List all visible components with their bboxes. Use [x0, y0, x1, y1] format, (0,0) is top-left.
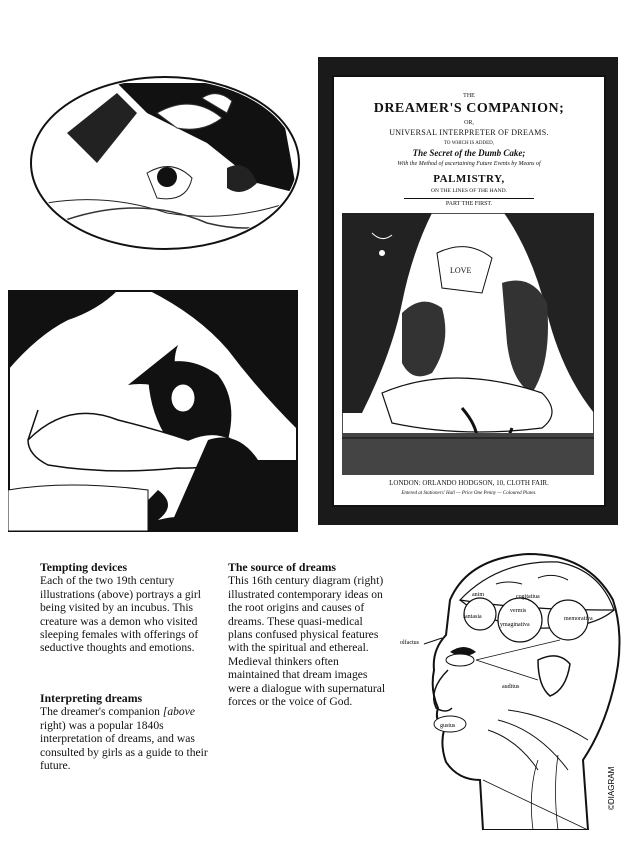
head-label-memorativa: memorativa: [564, 616, 593, 622]
caption-body: [40, 705, 210, 772]
caption-heading: The source of dreams: [228, 560, 337, 574]
caption-source-of-dreams: [228, 561, 388, 708]
head-label-vermis: vermis: [510, 608, 527, 614]
diagram-credit: ©DIAGRAM: [607, 766, 616, 810]
head-label-olfactus: olfactus: [400, 640, 419, 646]
head-label-fantasia: fantasia: [463, 614, 482, 620]
oval-incubus-illustration: [27, 73, 303, 253]
cover-secret: The Secret of the Dumb Cake;: [412, 148, 526, 158]
caption-body: This 16th century diagram (right) illustrated contemporary ideas on the root origins and causes of dreams. These quasi-medical plans confused physical features with the spiritual and ethereal. Medieval thinkers often maintained that dream images were a dialogue with supernatural forces or the voice of God.: [228, 574, 386, 709]
caption-tempting-devices: [40, 561, 210, 655]
head-label-ymaginativa: ymaginativa: [500, 622, 530, 628]
head-label-cogitatiua: cogitatiua: [516, 594, 540, 600]
caption-heading: Tempting devices: [40, 560, 128, 574]
caption-body-start: The dreamer's companion: [40, 705, 160, 719]
cover-publisher: LONDON: ORLANDO HODGSON, 10, CLOTH FAIR.: [389, 479, 549, 487]
cover-method: With the Method of ascertaining Future Events by Means of: [397, 161, 541, 167]
caption-interpreting-dreams: [40, 692, 210, 772]
cover-part: PART THE FIRST.: [445, 201, 493, 207]
cover-palmistry: PALMISTRY,: [433, 173, 505, 185]
cover-lines: ON THE LINES OF THE HAND.: [431, 188, 507, 194]
head-label-auditus: auditus: [502, 684, 520, 690]
head-label-gustus: gustus: [440, 723, 456, 729]
head-label-anim: anim: [472, 592, 484, 598]
cover-or: OR,: [464, 120, 474, 126]
cover-header-small: THE: [463, 93, 475, 99]
cover-love-label: LOVE: [450, 266, 472, 275]
caption-body-end: right) was a popular 1840s interpretation of dreams, and was consulted by girls as a guide to their future.: [40, 718, 208, 773]
caption-body: Each of the two 19th century illustrations (above) portrays a girl being visited by an incubus. This creature was a demon who visited sleeping females with offerings of seductive thoughts and emotions.: [40, 574, 201, 655]
caption-heading: Interpreting dreams: [40, 691, 143, 705]
book-cover-inner: [332, 75, 606, 507]
book-cover: [318, 57, 618, 525]
cover-engraving: [342, 213, 594, 475]
curtain-incubus-illustration: [8, 290, 298, 532]
cover-added: TO WHICH IS ADDED,: [443, 141, 495, 146]
head-diagram: [388, 540, 628, 830]
cover-subtitle: UNIVERSAL INTERPRETER OF DREAMS.: [389, 128, 549, 137]
caption-body-italic: [above: [162, 705, 196, 719]
cover-price: Entered at Stationers' Hall — Price One Penny — Coloured Plates.: [401, 491, 537, 496]
cover-rule: [404, 198, 534, 199]
cover-title: DREAMER'S COMPANION;: [373, 101, 565, 116]
